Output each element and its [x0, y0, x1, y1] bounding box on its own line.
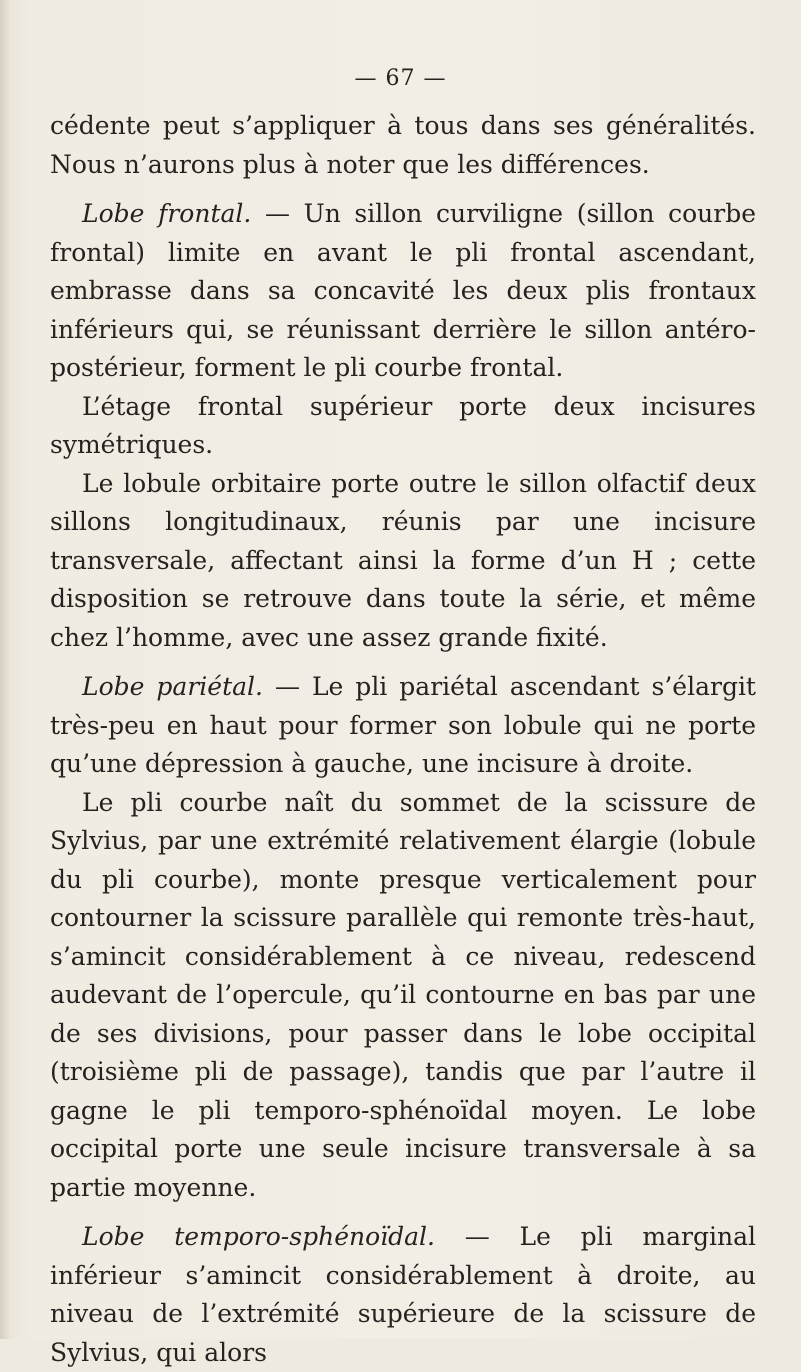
paragraph — [50, 388, 756, 465]
em-dash-separator: — — [262, 672, 312, 701]
paragraph — [50, 784, 756, 1208]
paragraph — [50, 107, 756, 184]
paragraph-lobe-temporo-sphenoidal — [50, 1218, 756, 1372]
section-heading: Lobe frontal. — [82, 199, 252, 228]
section-heading: Lobe temporo-sphénoïdal. — [82, 1222, 435, 1251]
body-text — [50, 107, 756, 1372]
paragraph-text: Le lobule orbitaire porte outre le sillon olfactif deux sillons longitudinaux, réunis par une incisure transversale, affectant ainsi la forme d’un H ; cette disposition se retrouve dans toute la série, et même chez l’homme, avec une assez grande fixité. — [50, 468, 756, 652]
page-gutter-shadow — [0, 0, 10, 1339]
paragraph-text: cédente peut s’appliquer à tous dans ses généralités. Nous n’aurons plus à noter que les différences. — [50, 111, 756, 179]
paragraph-lobe-parietal — [50, 668, 756, 784]
paragraph-text: Le pli marginal inférieur s’amincit considérablement à droite, au niveau de l’extrémité supérieure de la scissure de Sylvius, qui alors — [50, 1222, 756, 1367]
paragraph-text: Un sillon curviligne (sillon courbe frontal) limite en avant le pli frontal ascendant, embrasse dans sa concavité les deux plis frontaux inférieurs qui, se réunissant derrière le sillon antéro-postérieur, forment le pli courbe frontal. — [50, 199, 756, 382]
paragraph — [50, 465, 756, 658]
em-dash-separator: — — [435, 1222, 520, 1251]
paragraph-text: L’étage frontal supérieur porte deux incisures symétriques. — [50, 391, 756, 459]
paragraph-lobe-frontal — [50, 195, 756, 388]
section-heading: Lobe pariétal. — [82, 672, 263, 701]
page-number: — 67 — — [354, 66, 447, 91]
paragraph-text: Le pli pariétal ascendant s’élargit très-peu en haut pour former son lobule qui ne porte qu’une dépression à gauche, une incisure à droite. — [50, 672, 756, 778]
paragraph-text: Le pli courbe naît du sommet de la scissure de Sylvius, par une extrémité relativement élargie (lobule du pli courbe), monte presque verticalement pour contourner la scissure parallèle qui remonte très-haut, s’amincit considérablement à ce niveau, redescend audevant de l’opercule, qu’il contourne en bas par une de ses divisions, pour passer dans le lobe occipital (troisième pli de passage), tandis que par l’autre il gagne le pli temporo-sphénoïdal moyen. Le lobe occipital porte une seule incisure transversale à sa partie moyenne. — [50, 787, 756, 1202]
em-dash-separator: — — [251, 199, 304, 228]
